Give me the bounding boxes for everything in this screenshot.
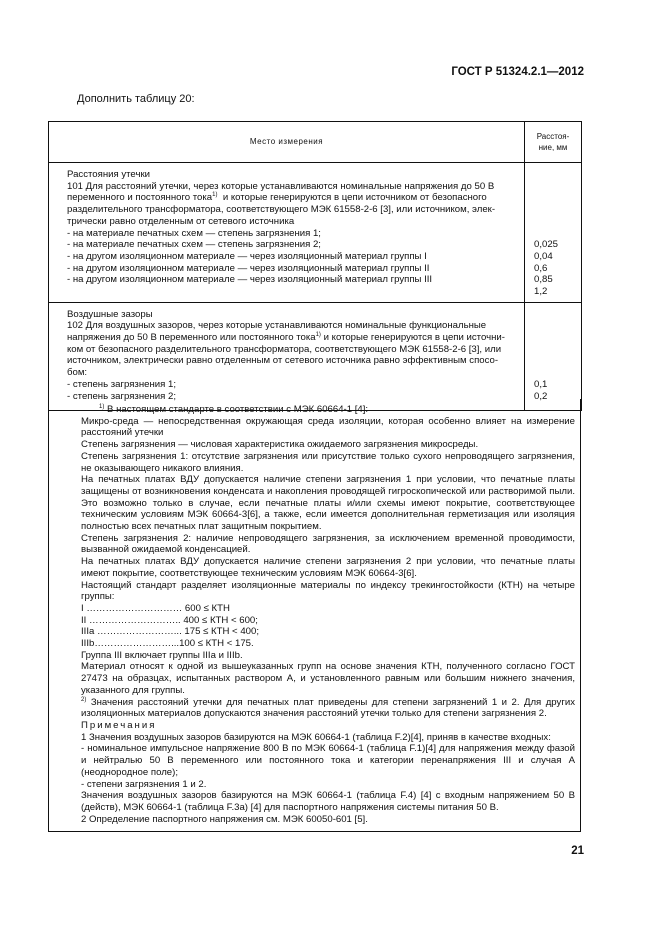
creepage-cell <box>49 163 525 303</box>
clearance-para-line: 102 Для воздушных зазоров, через которые устанавливаются номинальные функциональные <box>67 320 487 332</box>
note-1b: - степени загрязнения 1 и 2. <box>81 778 207 790</box>
footnote-1: $^{1)}$ В настоящем стандарте в соответствии с МЭК 60664-1 [4]: <box>99 404 369 415</box>
creepage-row: - на материале печатных схем — степень загрязнения 2; <box>67 239 321 251</box>
footnotes-block <box>48 399 581 832</box>
table-row-clearance <box>49 302 582 410</box>
creepage-value: 0,04 <box>534 250 553 262</box>
clearance-title: Воздушные зазоры <box>67 308 153 320</box>
note-1a: - номинальное импульсное напряжение 800 В по МЭК 60664-1 (таблица F.1)[4] для напряжения между фазой и нейтралью 50 В переменного или постоянного тока и категории перенапряжения III и случая А (неоднородное поле); <box>81 743 575 778</box>
creepage-para-line: разделительного трансформатора, соответствующего МЭК 61558-2-6 [3], или источником, элек- <box>67 204 496 216</box>
creepage-para-line: трически равно отделенным от сетевого источника <box>67 215 295 227</box>
clearance-para-line: ком от безопасного разделительного трансформатора, соответствующего МЭК 61558-2-6 [3], или <box>67 343 502 355</box>
clearance-para-line: бом: <box>67 367 88 379</box>
creepage-value: 0,025 <box>534 239 559 251</box>
table-row-creepage <box>49 163 582 303</box>
creepage-value: 0,6 <box>534 262 548 274</box>
creepage-para-line: 101 Для расстояний утечки, через которые устанавливаются номинальные напряжения до 50 В <box>67 180 495 192</box>
pollution-degree-2: Степень загрязнения 2: наличие непроводящего загрязнения, за исключением временной проводимости, вызванной ожидаемой конденсацией. <box>81 532 575 556</box>
cti-group: II ……………………….. 400 ≤ КТН < 600; <box>81 614 258 626</box>
intro-text: Дополнить таблицу 20: <box>77 93 195 105</box>
footnote-2: $^{2)}$ Значения расстояний утечки для печатных плат приведены для степени загрязнений 1 и 2. Для других изоляционных материалов допускаются значения расстояний утечки только для степени загрязнения 2. <box>81 696 575 720</box>
clearance-row: - степень загрязнения 2; <box>67 390 176 402</box>
clearance-value: 0,1 <box>534 378 548 390</box>
micro-environment-definition: Микро-среда — непосредственная окружающая среда изоляции, которая особенно влияет на измерение расстояний утечки <box>81 415 575 439</box>
column-header-location: Место измерения <box>49 122 525 163</box>
material-classification: Материал относят к одной из вышеуказанных групп на основе значения КТН, полученного согласно ГОСТ 27473 на образцах, испытанных раствором А, и установленного равным или большим нижнего значения, указанного для группы. <box>81 661 575 696</box>
creepage-value: 1,2 <box>534 285 548 297</box>
note-1c: Значения воздушных зазоров базируются на МЭК 60664-1 (таблица F.4) [4] с входным напряжением 50 В (действ), МЭК 60664-1 (таблица F.3a) [4] для паспортного напряжения системы питания 50 В. <box>81 790 575 813</box>
page-number: 21 <box>571 845 584 857</box>
cti-group: IIIa ……………………... 175 ≤ КТН < 400; <box>81 626 259 638</box>
clearance-value: 0,2 <box>534 390 548 402</box>
pollution-degree-definition: Степень загрязнения — числовая характеристика ожидаемого загрязнения микросреды. <box>81 439 479 451</box>
notes-title: Примечания <box>81 719 157 731</box>
creepage-row: - на другом изоляционном материале — через изоляционный материал группы III <box>67 274 433 286</box>
cti-intro: Настоящий стандарт разделяет изоляционные материалы по индексу трекингостойкости (КТН) на четыре группы: <box>81 579 575 603</box>
note-2: 2 Определение паспортного напряжения см. МЭК 60050-601 [5]. <box>81 813 368 825</box>
note-1: 1 Значения воздушных зазоров базируются на МЭК 60664-1 (таблица F.2)[4], приняв в качестве входных: <box>81 731 551 743</box>
pcb-pollution-1: На печатных платах ВДУ допускается наличие степени загрязнения 1 при условии, что печатные платы защищены от возникновения конденсата и накопления проводящей гигроскопической или растворимой пыли. Это возможно только в случае, если печатные платы и/или схемы имеют покрытие, соответствующее техническим условиям МЭК 60664-3[6], а также, если имеется дополнительная герметизация или изоляция полностью всех печатных плат защитным покрытием. <box>81 474 575 533</box>
values-table <box>48 121 582 411</box>
column-header-distance: Расстоя- ние, мм <box>525 122 582 163</box>
table-header-row <box>49 122 582 163</box>
creepage-para-line: переменного и постоянного тока$^{1)}$ и которые генерируются в цепи источником от безопасного <box>67 192 487 204</box>
creepage-row: - на материале печатных схем — степень загрязнения 1; <box>67 227 321 239</box>
clearance-values <box>525 302 582 410</box>
cti-group: IIIb……………………...100 ≤ КТН < 175. <box>81 638 254 650</box>
creepage-values <box>525 163 582 303</box>
clearance-para-line: напряжения до 50 В переменного или постоянного тока$^{1)}$ и которые генерируются в цепи источни- <box>67 332 505 344</box>
clearance-para-line: источником, электрически равно отделенным от сетевого источника равно эффективным спосо- <box>67 355 499 367</box>
pcb-pollution-2: На печатных платах ВДУ допускается наличие степени загрязнения 2 при условии, что печатные платы имеют покрытие, соответствующее техническим условиям МЭК 60664-3[6]. <box>81 556 575 579</box>
creepage-value: 0,85 <box>534 274 553 286</box>
group-3-note: Группа III включает группы IIIa и IIIb. <box>81 649 243 661</box>
creepage-row: - на другом изоляционном материале — через изоляционный материал группы II <box>67 262 430 274</box>
cti-group: I ………………………… 600 ≤ КТН <box>81 602 230 614</box>
clearance-cell <box>49 302 525 410</box>
pollution-degree-1: Степень загрязнения 1: отсутствие загрязнения или присутствие только сухого непроводящего загрязнения, не оказывающего никакого влияния. <box>81 450 575 474</box>
standard-designation: ГОСТ Р 51324.2.1—2012 <box>451 66 584 78</box>
clearance-row: - степень загрязнения 1; <box>67 378 176 390</box>
creepage-row: - на другом изоляционном материале — через изоляционный материал группы I <box>67 250 427 262</box>
creepage-title: Расстояния утечки <box>67 169 150 180</box>
